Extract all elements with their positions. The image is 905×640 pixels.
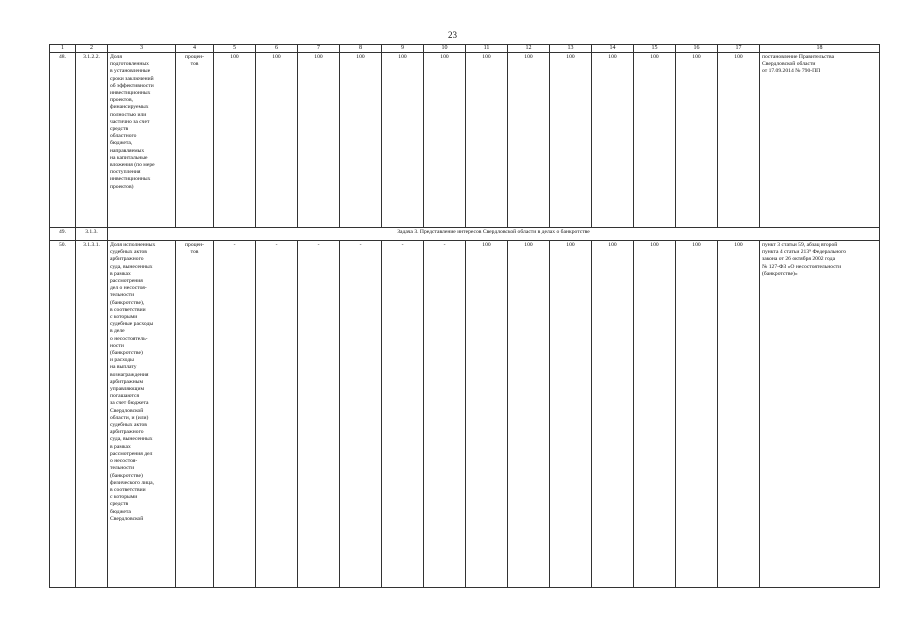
indicators-table xyxy=(49,44,880,588)
row-number: 50. xyxy=(50,241,76,588)
value-cell: 100 xyxy=(298,53,340,228)
value-cell: 100 xyxy=(634,53,676,228)
row-code: 3.1.3. xyxy=(76,228,108,241)
header-row xyxy=(50,45,880,53)
value-cell: 100 xyxy=(550,53,592,228)
value-cell: 100 xyxy=(676,241,718,588)
header-cell: 9 xyxy=(382,45,424,53)
header-cell: 18 xyxy=(760,45,880,53)
table-row xyxy=(50,228,880,241)
value-cell: - xyxy=(340,241,382,588)
value-cell: 100 xyxy=(592,241,634,588)
value-cell: - xyxy=(256,241,298,588)
header-cell: 11 xyxy=(466,45,508,53)
value-cell: 100 xyxy=(256,53,298,228)
row-number: 49. xyxy=(50,228,76,241)
header-cell: 10 xyxy=(424,45,466,53)
unit: процен- тов xyxy=(176,241,214,588)
value-cell: 100 xyxy=(382,53,424,228)
header-cell: 5 xyxy=(214,45,256,53)
unit: процен- тов xyxy=(176,53,214,228)
header-cell: 3 xyxy=(108,45,176,53)
value-cell: 100 xyxy=(508,53,550,228)
header-cell: 8 xyxy=(340,45,382,53)
table-row xyxy=(50,241,880,588)
source-document: пункт 3 статьи 59, абзац второй пункта 4 статьи 213⁹ Федерального закона от 26 октября 2002 года № 127-ФЗ «О несостоятельности (банкротстве)» xyxy=(760,241,880,588)
indicator-name: Доля подготовленных в установленные сроки заключений об эффективности инвестиционных проектов, финансируемых полностью или частично за счет средств областного бюджета, направляемых на капитальные вложения (по мере поступления инвестиционных проектов) xyxy=(108,53,176,228)
header-cell: 17 xyxy=(718,45,760,53)
value-cell: - xyxy=(382,241,424,588)
value-cell: - xyxy=(214,241,256,588)
row-number: 48. xyxy=(50,53,76,228)
indicator-name: Доля исполненных судебных актов арбитражного суда, вынесенных в рамках рассмотрения дел о несостоя- тельности (банкротстве), в соответствии с которыми судебные расходы в деле о несостоятель- ности (банкротстве) и расходы на выплату вознаграждения арбитражным управляющим погашаются за счет бюджета Свердловской области, и (или) судебных актов арбитражного суда, вынесенных в рамках рассмотрения дел о несостоя- тельности (банкротстве) физического лица, в соответствии с которыми средств бюджета Свердловской xyxy=(108,241,176,588)
task-heading: Задача 3. Представление интересов Свердловской области в делах о банкротстве xyxy=(108,228,880,241)
value-cell: 100 xyxy=(508,241,550,588)
value-cell: 100 xyxy=(718,53,760,228)
value-cell: 100 xyxy=(634,241,676,588)
value-cell: 100 xyxy=(592,53,634,228)
value-cell: 100 xyxy=(214,53,256,228)
source-document: постановление Правительства Свердловской области от 17.09.2014 № 790-ПП xyxy=(760,53,880,228)
value-cell: - xyxy=(298,241,340,588)
value-cell: 100 xyxy=(550,241,592,588)
header-cell: 2 xyxy=(76,45,108,53)
value-cell: - xyxy=(424,241,466,588)
row-code: 3.1.3.1. xyxy=(76,241,108,588)
page-number: 23 xyxy=(448,30,457,40)
header-cell: 15 xyxy=(634,45,676,53)
value-cell: 100 xyxy=(466,53,508,228)
header-cell: 4 xyxy=(176,45,214,53)
header-cell: 12 xyxy=(508,45,550,53)
value-cell: 100 xyxy=(424,53,466,228)
header-cell: 1 xyxy=(50,45,76,53)
header-cell: 7 xyxy=(298,45,340,53)
header-cell: 13 xyxy=(550,45,592,53)
value-cell: 100 xyxy=(676,53,718,228)
value-cell: 100 xyxy=(718,241,760,588)
row-code: 3.1.2.2. xyxy=(76,53,108,228)
value-cell: 100 xyxy=(340,53,382,228)
header-cell: 6 xyxy=(256,45,298,53)
table-row xyxy=(50,53,880,228)
header-cell: 14 xyxy=(592,45,634,53)
value-cell: 100 xyxy=(466,241,508,588)
header-cell: 16 xyxy=(676,45,718,53)
